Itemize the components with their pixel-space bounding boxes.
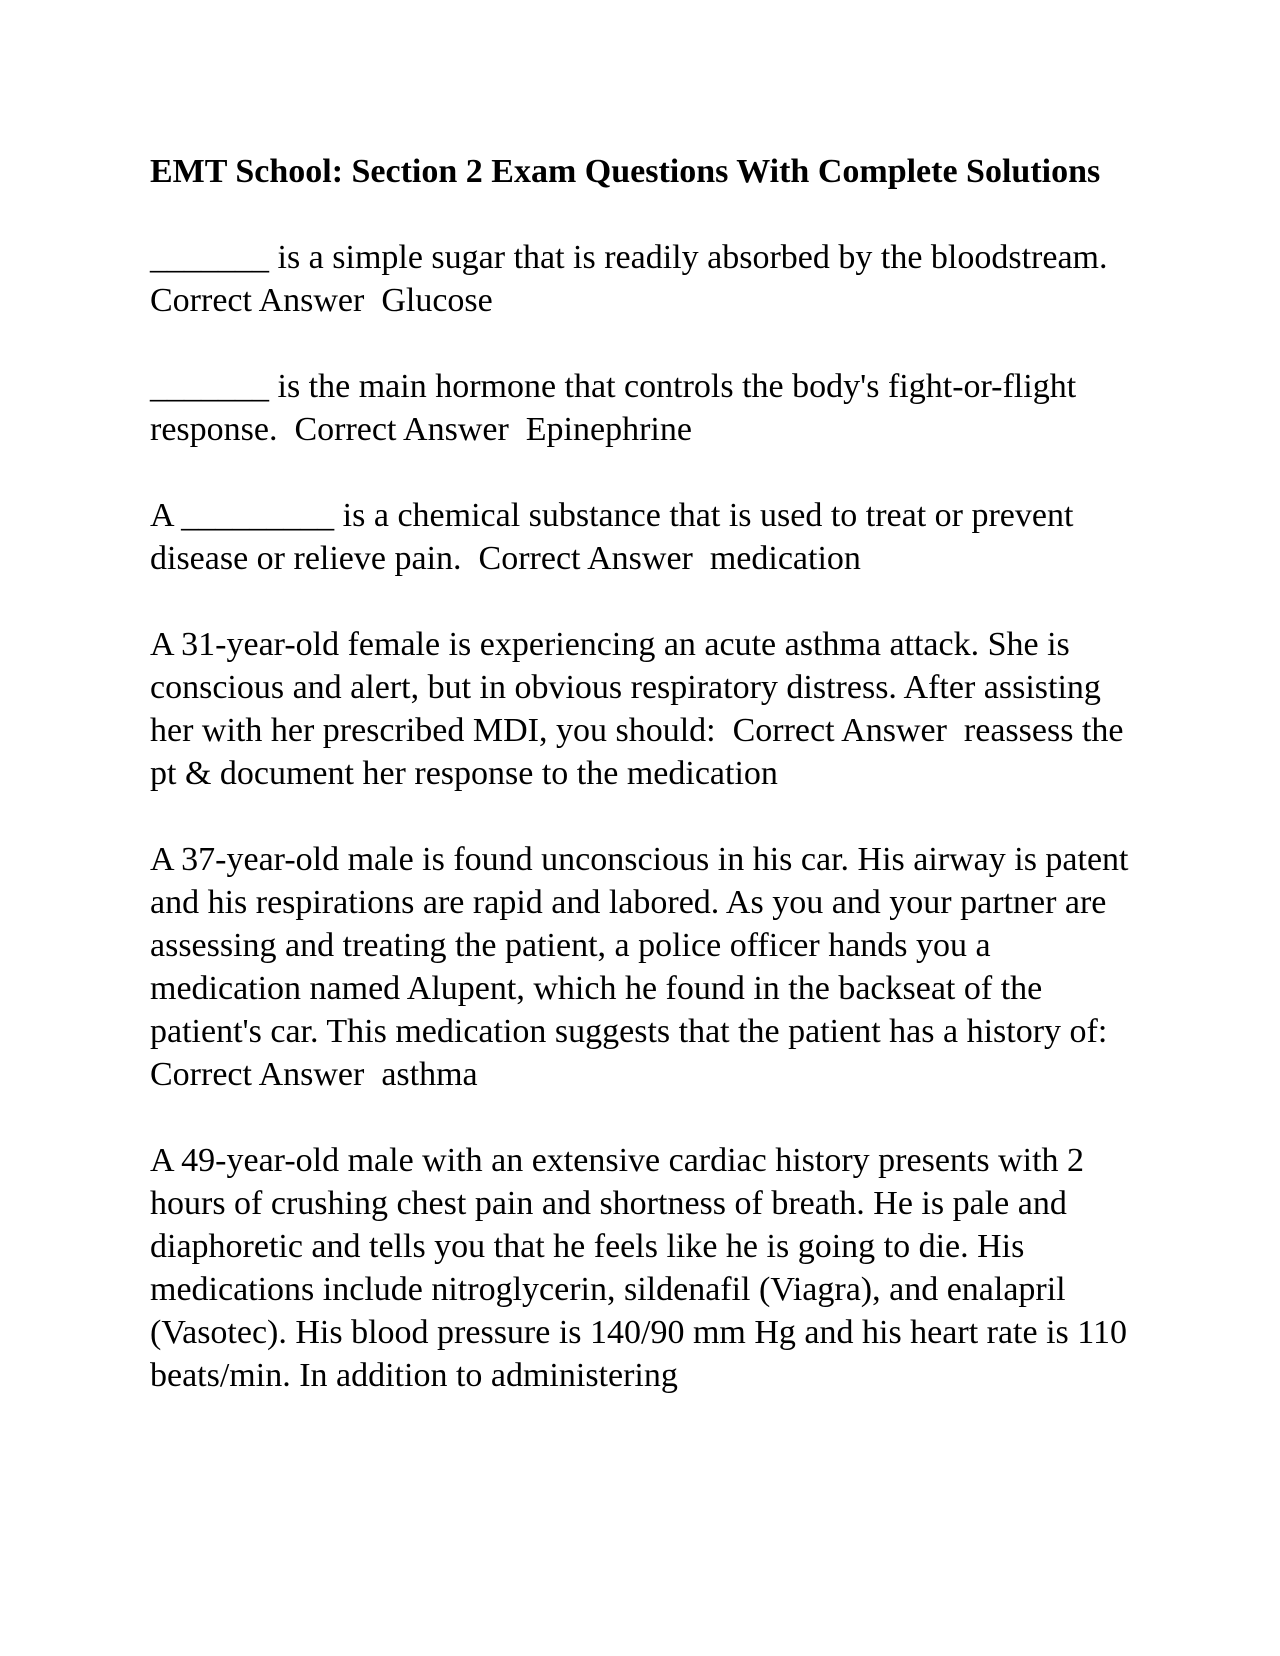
question-4: A 31-year-old female is experiencing an acute asthma attack. She is conscious and alert, but in obvious respiratory distress. After assisting her with her prescribed MDI, you should: Correct Answer reassess the pt & document her response to the medication — [150, 626, 1132, 792]
question-5: A 37-year-old male is found unconscious in his car. His airway is patent and his respirations are rapid and labored. As you and your partner are assessing and treating the patient, a police officer hands you a medication named Alupent, which he found in the backseat of the patient's car. This medication suggests that the patient has a history of: Correct Answer asthma — [150, 841, 1137, 1093]
question-6: A 49-year-old male with an extensive cardiac history presents with 2 hours of crushing chest pain and shortness of breath. He is pale and diaphoretic and tells you that he feels like he is going to die. His medications include nitroglycerin, sildenafil (Viagra), and enalapril (Vasotec). His blood pressure is 140/90 mm Hg and his heart rate is 110 beats/min. In addition to administering — [150, 1142, 1136, 1394]
document-title: EMT School: Section 2 Exam Questions With Complete Solutions — [150, 153, 1101, 190]
document-body — [150, 150, 1137, 1397]
question-3: A _________ is a chemical substance that is used to treat or prevent disease or relieve pain. Correct Answer medication — [150, 497, 1082, 577]
question-1: _______ is a simple sugar that is readily absorbed by the bloodstream. Correct Answer Glucose — [150, 239, 1125, 319]
question-2: _______ is the main hormone that controls the body's fight-or-flight response. Correct Answer Epinephrine — [150, 368, 1085, 448]
